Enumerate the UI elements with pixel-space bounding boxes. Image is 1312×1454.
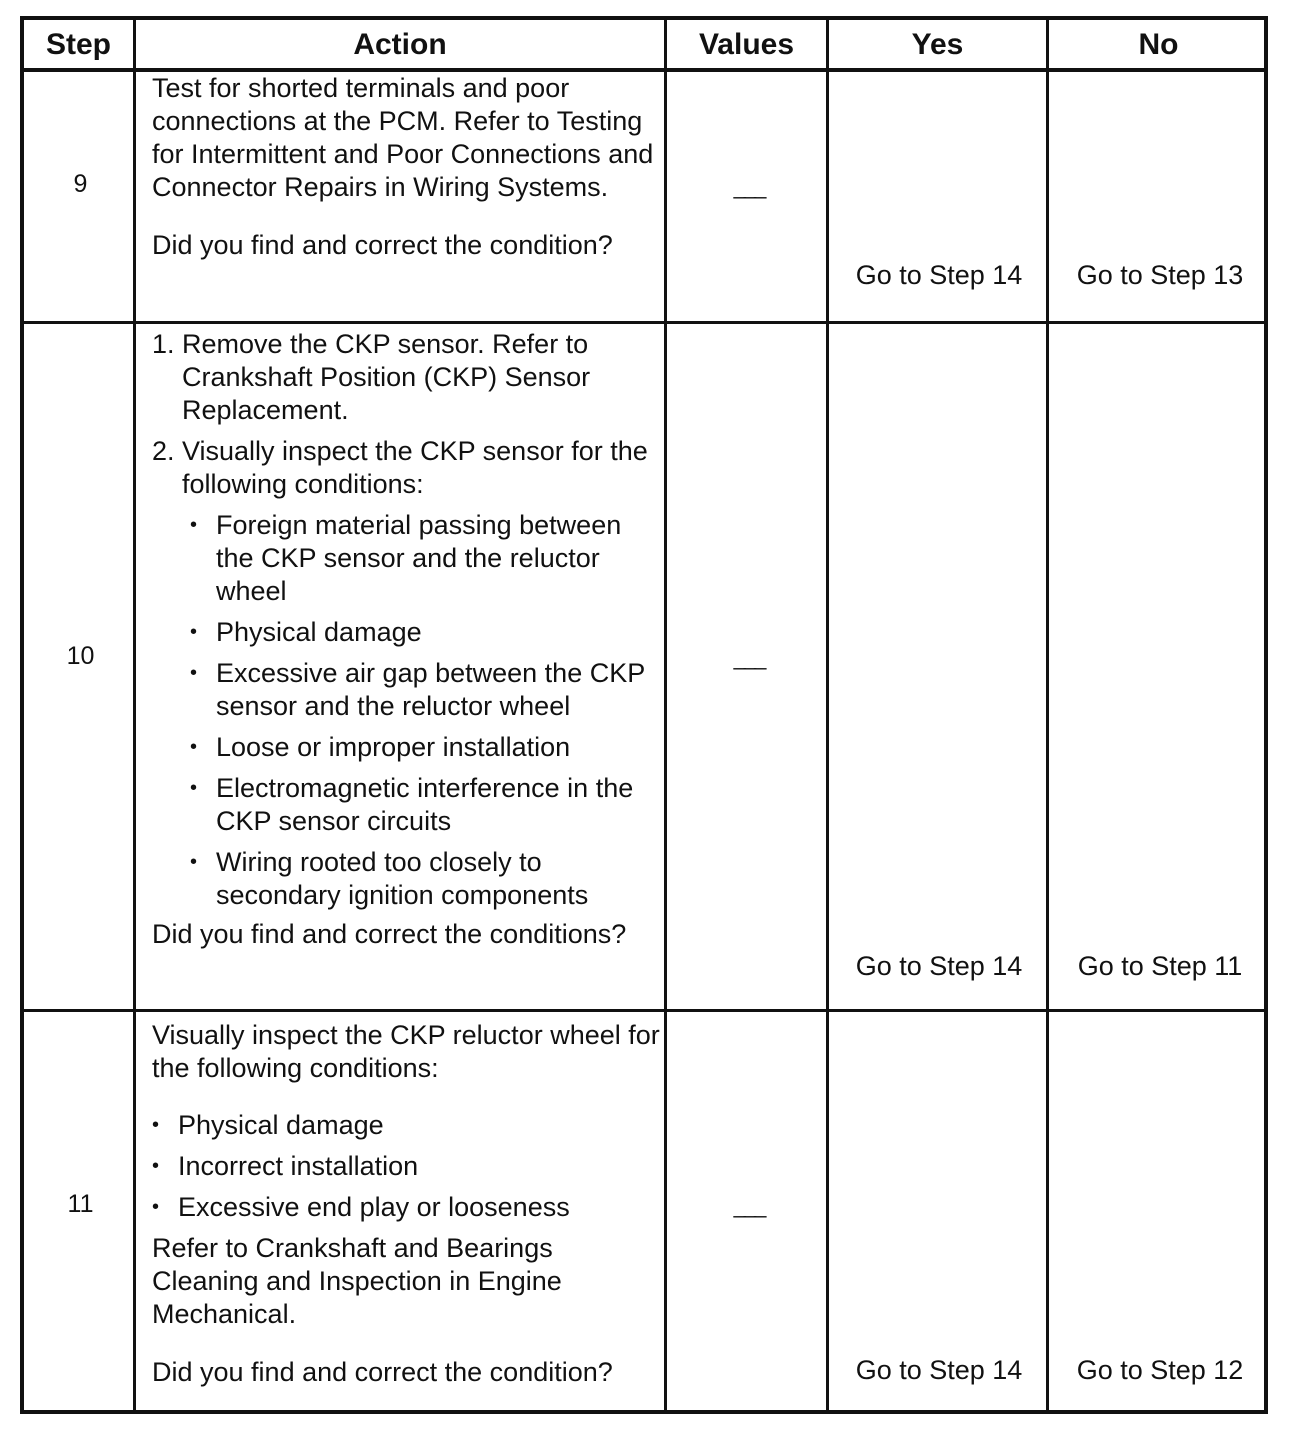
list-item: • Foreign material passing between the CKP sensor and the reluctor wheel	[190, 510, 622, 606]
header-action: Action	[353, 28, 447, 61]
column-divider	[1046, 20, 1049, 1410]
numbered-item: 1. Remove the CKP sensor. Refer to Crankshaft Position (CKP) Sensor Replacement.	[152, 329, 591, 425]
header-values: Values	[698, 28, 795, 61]
action-intro: Visually inspect the CKP reluctor wheel for the following conditions:	[152, 1020, 660, 1083]
list-item: • Excessive end play or looseness	[152, 1192, 570, 1222]
list-item: • Incorrect installation	[152, 1151, 419, 1181]
list-item: • Wiring rooted too closely to secondary ignition components	[190, 847, 589, 910]
action-cell	[152, 328, 662, 951]
header-step: Step	[45, 28, 111, 61]
list-item: • Loose or improper installation	[190, 732, 571, 762]
values-cell: ___	[733, 1193, 765, 1218]
numbered-item: 2. Visually inspect the CKP sensor for the following conditions:	[152, 436, 648, 499]
yes-cell: Go to Step 14	[855, 951, 1023, 981]
list-item: • Physical damage	[152, 1110, 384, 1140]
action-question: Did you find and correct the condition?	[152, 1357, 613, 1387]
bullet-list	[190, 509, 662, 912]
row-divider	[24, 321, 1264, 324]
header-yes: Yes	[911, 28, 964, 61]
values-cell: ___	[733, 645, 765, 670]
header-no: No	[1138, 28, 1179, 61]
yes-cell: Go to Step 14	[855, 1355, 1023, 1385]
list-item: • Excessive air gap between the CKP sensor and the reluctor wheel	[190, 658, 645, 721]
diagnostic-table	[20, 16, 1268, 1414]
no-cell: Go to Step 11	[1077, 951, 1243, 981]
step-number: 11	[67, 1190, 94, 1218]
row-divider	[24, 1009, 1264, 1012]
action-cell	[152, 72, 662, 262]
column-divider	[664, 20, 667, 1410]
action-text: Test for shorted terminals and poor connections at the PCM. Refer to Testing for Intermittent and Poor Connections and Connector Repairs in Wiring Systems.	[152, 73, 654, 202]
action-question: Did you find and correct the condition?	[152, 230, 613, 260]
step-number: 9	[73, 170, 88, 198]
action-question: Did you find and correct the conditions?	[152, 919, 627, 949]
step-number: 10	[66, 642, 95, 670]
list-item: • Physical damage	[190, 617, 422, 647]
no-cell: Go to Step 13	[1076, 260, 1244, 290]
yes-cell: Go to Step 14	[855, 260, 1023, 290]
list-item: • Electromagnetic interference in the CKP sensor circuits	[190, 773, 634, 836]
action-refer: Refer to Crankshaft and Bearings Cleaning and Inspection in Engine Mechanical.	[152, 1233, 562, 1329]
no-cell: Go to Step 12	[1076, 1355, 1244, 1385]
values-cell: ___	[733, 174, 765, 199]
action-cell	[152, 1019, 662, 1389]
